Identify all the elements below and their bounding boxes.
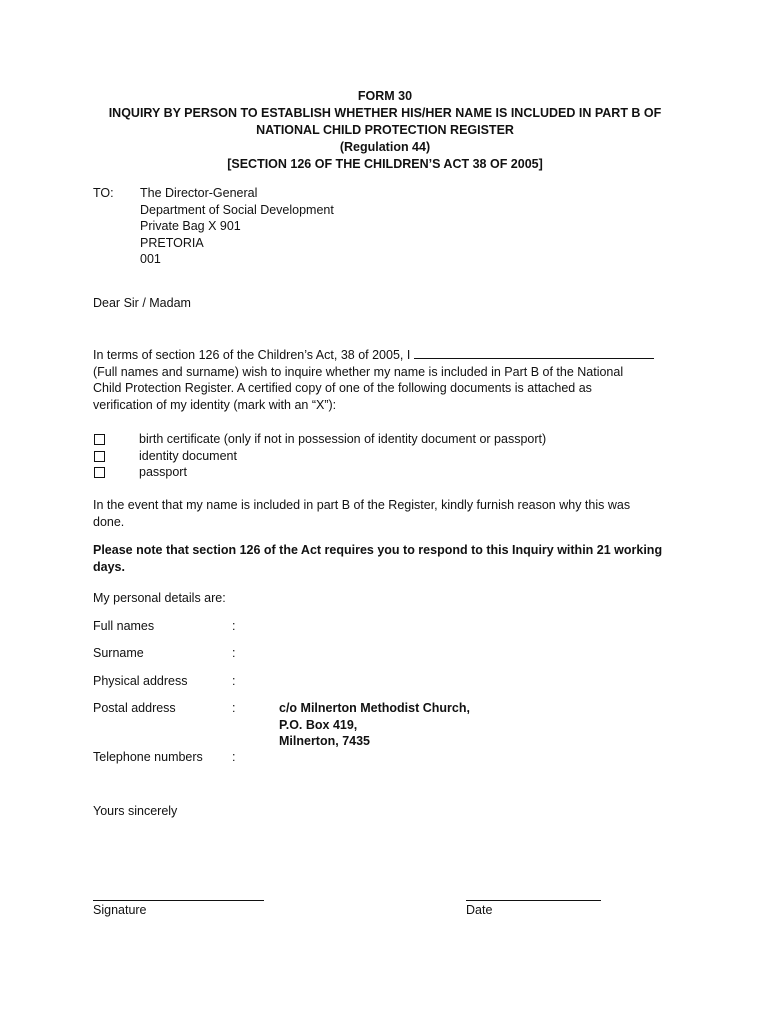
closing: Yours sincerely	[93, 804, 178, 818]
birth-certificate-checkbox[interactable]	[94, 434, 105, 445]
checklist-item-label: passport	[139, 465, 187, 479]
detail-colon: :	[232, 674, 236, 688]
full-name-blank[interactable]	[414, 347, 654, 359]
inquiry-paragraph	[93, 347, 693, 413]
form-header	[80, 88, 690, 173]
surname-label: Surname	[93, 646, 144, 660]
signature-label: Signature	[93, 903, 147, 917]
passport-checkbox[interactable]	[94, 467, 105, 478]
postal-address-label: Postal address	[93, 701, 176, 715]
full-names-label: Full names	[93, 619, 155, 633]
checklist-item	[93, 448, 693, 465]
section-reference: [SECTION 126 OF THE CHILDREN’S ACT 38 OF 2005]	[227, 157, 543, 171]
note-line-2: days.	[93, 559, 125, 574]
detail-colon: :	[232, 646, 236, 660]
addressee-label: TO:	[93, 186, 114, 200]
identity-document-checkbox[interactable]	[94, 451, 105, 462]
reason-line-1: In the event that my name is included in part B of the Register, kindly furnish reason why this was	[93, 498, 631, 512]
inquiry-line-3: Child Protection Register. A certified copy of one of the following documents is attached as	[93, 381, 592, 395]
regulation-reference: (Regulation 44)	[339, 140, 431, 154]
personal-details-intro: My personal details are:	[93, 591, 226, 605]
inquiry-line-2: (Full names and surname) wish to inquire whether my name is included in Part B of the National	[93, 364, 624, 379]
detail-colon: :	[232, 619, 236, 633]
checklist-item-label: identity document	[139, 448, 237, 463]
postal-address-line: Milnerton, 7435	[279, 734, 370, 748]
note-line-1: Please note that section 126 of the Act requires you to respond to this Inquiry within 21 working	[93, 543, 663, 557]
postal-address-line: P.O. Box 419,	[279, 717, 358, 732]
addressee-line: 001	[140, 252, 161, 266]
form-title-line-1: INQUIRY BY PERSON TO ESTABLISH WHETHER HIS/HER NAME IS INCLUDED IN PART B OF	[108, 106, 662, 120]
form-number: FORM 30	[357, 89, 413, 103]
postal-address-value	[279, 700, 470, 750]
addressee-line: Private Bag X 901	[140, 219, 241, 233]
document-checklist	[93, 431, 693, 481]
physical-address-label: Physical address	[93, 674, 188, 688]
addressee-line: The Director-General	[140, 186, 258, 200]
inquiry-line-1: In terms of section 126 of the Children’s Act, 38 of 2005, I	[93, 348, 411, 362]
response-deadline-note	[93, 542, 693, 575]
checklist-item	[93, 431, 693, 448]
postal-address-line: c/o Milnerton Methodist Church,	[279, 701, 470, 715]
detail-colon: :	[232, 701, 236, 715]
date-line[interactable]	[466, 900, 601, 901]
telephone-label: Telephone numbers	[93, 750, 203, 764]
reason-paragraph	[93, 497, 693, 530]
inquiry-line-4: verification of my identity (mark with an “X”):	[93, 397, 337, 412]
detail-colon: :	[232, 750, 236, 764]
reason-line-2: done.	[93, 514, 125, 529]
form-title-line-2: NATIONAL CHILD PROTECTION REGISTER	[256, 123, 514, 137]
signature-line[interactable]	[93, 900, 264, 901]
checklist-item	[93, 464, 693, 481]
addressee-line: Department of Social Development	[140, 202, 334, 217]
checklist-item-label: birth certificate (only if not in possession of identity document or passport)	[139, 432, 547, 446]
addressee-lines	[140, 185, 334, 268]
salutation: Dear Sir / Madam	[93, 296, 191, 310]
date-label: Date	[466, 903, 493, 917]
addressee-line: PRETORIA	[140, 235, 204, 250]
